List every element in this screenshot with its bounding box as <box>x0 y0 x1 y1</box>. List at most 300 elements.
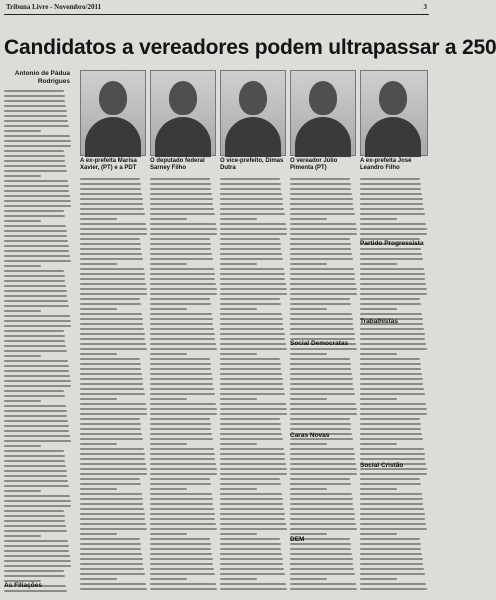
text-line <box>290 283 356 285</box>
text-line <box>4 395 65 397</box>
text-line <box>220 283 286 285</box>
text-line <box>220 418 280 420</box>
text-line <box>80 253 142 255</box>
text-line <box>80 528 147 530</box>
text-line <box>4 265 41 267</box>
photo-caption: O deputado federal Sarney Filho <box>150 158 205 171</box>
text-line <box>150 543 211 545</box>
text-line <box>150 398 187 400</box>
text-line <box>220 423 281 425</box>
text-line <box>150 568 214 570</box>
text-line <box>150 413 217 415</box>
text-line <box>4 260 71 262</box>
text-line <box>4 215 65 217</box>
text-line <box>360 183 421 185</box>
text-line <box>150 383 213 385</box>
text-line <box>220 333 285 335</box>
text-line <box>290 588 357 590</box>
text-line <box>150 373 212 375</box>
body-column <box>150 178 218 595</box>
text-line <box>4 485 69 487</box>
text-line <box>4 145 71 147</box>
text-line <box>80 493 142 495</box>
subhead-social-cristao: Social Cristão <box>360 462 404 469</box>
text-line <box>220 508 284 510</box>
text-line <box>290 528 357 530</box>
text-line <box>290 443 327 445</box>
text-line <box>4 295 67 297</box>
text-line <box>80 413 147 415</box>
text-line <box>80 258 143 260</box>
text-line <box>4 435 70 437</box>
text-line <box>360 528 427 530</box>
text-line <box>290 218 327 220</box>
text-line <box>290 553 352 555</box>
text-line <box>80 588 147 590</box>
text-line <box>150 323 213 325</box>
text-line <box>4 455 65 457</box>
text-line <box>4 255 70 257</box>
text-line <box>150 453 215 455</box>
text-line <box>4 105 66 107</box>
text-line <box>150 553 212 555</box>
text-line <box>4 480 68 482</box>
text-line <box>4 135 70 137</box>
byline-surname: Rodrigues <box>37 78 70 85</box>
text-line <box>150 588 217 590</box>
text-line <box>80 478 140 480</box>
text-line <box>80 178 140 180</box>
text-line <box>4 315 70 317</box>
text-line <box>4 150 64 152</box>
photo-caption: A ex-prefeita José Leandro Filho <box>360 158 412 171</box>
text-line <box>80 418 140 420</box>
text-line <box>150 183 211 185</box>
text-line <box>80 538 140 540</box>
text-line <box>290 398 327 400</box>
text-line <box>290 488 327 490</box>
header-rule <box>4 14 429 15</box>
text-line <box>290 363 351 365</box>
text-line <box>4 285 66 287</box>
text-line <box>4 540 68 542</box>
text-line <box>360 378 423 380</box>
text-line <box>4 205 71 207</box>
text-line <box>80 443 117 445</box>
article-headline: Candidatos a vereadores podem ultrapassar a 250 <box>4 36 496 59</box>
byline-name: Antonio de Pádua <box>14 70 70 77</box>
text-line <box>150 278 215 280</box>
text-line <box>150 528 217 530</box>
text-line <box>290 303 351 305</box>
text-line <box>4 555 70 557</box>
text-line <box>360 268 424 270</box>
text-line <box>220 488 257 490</box>
text-line <box>150 583 216 585</box>
text-line <box>220 278 285 280</box>
text-line <box>4 310 41 312</box>
text-line <box>4 220 41 222</box>
text-line <box>220 263 257 265</box>
text-line <box>220 178 280 180</box>
text-line <box>290 258 353 260</box>
text-line <box>360 338 425 340</box>
text-line <box>290 408 357 410</box>
text-line <box>80 398 117 400</box>
text-line <box>80 363 141 365</box>
text-line <box>150 558 213 560</box>
text-line <box>220 448 284 450</box>
text-line <box>360 398 397 400</box>
text-line <box>360 438 423 440</box>
text-line <box>80 183 141 185</box>
text-line <box>150 388 214 390</box>
text-line <box>360 553 422 555</box>
text-line <box>220 223 286 225</box>
text-line <box>360 373 422 375</box>
text-line <box>150 393 215 395</box>
text-line <box>80 468 147 470</box>
text-line <box>220 568 284 570</box>
text-line <box>360 193 422 195</box>
text-line <box>80 533 117 535</box>
text-line <box>290 308 327 310</box>
text-line <box>150 488 187 490</box>
text-line <box>290 333 355 335</box>
text-line <box>360 383 423 385</box>
subhead-social-democratas: Social Democratas <box>290 340 349 347</box>
text-line <box>290 543 351 545</box>
text-line <box>80 488 117 490</box>
text-line <box>4 500 71 502</box>
text-line <box>80 573 145 575</box>
text-line <box>150 243 211 245</box>
text-line <box>360 523 426 525</box>
text-line <box>290 573 355 575</box>
subhead-caras-novas: Caras Novas <box>290 432 330 439</box>
text-line <box>360 343 426 345</box>
text-line <box>360 448 424 450</box>
text-line <box>290 233 357 235</box>
text-line <box>150 308 187 310</box>
text-line <box>4 530 67 532</box>
text-line <box>4 225 66 227</box>
text-line <box>150 513 215 515</box>
text-line <box>4 325 71 327</box>
text-line <box>360 483 421 485</box>
text-line <box>4 360 68 362</box>
text-line <box>220 588 287 590</box>
text-line <box>360 518 425 520</box>
text-line <box>220 218 257 220</box>
text-line <box>290 373 352 375</box>
text-line <box>360 288 427 290</box>
text-line <box>4 515 65 517</box>
text-line <box>290 563 353 565</box>
text-line <box>290 353 327 355</box>
text-line <box>360 198 423 200</box>
text-line <box>150 433 212 435</box>
text-line <box>80 583 146 585</box>
text-line <box>150 423 211 425</box>
text-line <box>290 268 354 270</box>
text-line <box>150 358 210 360</box>
text-line <box>150 258 213 260</box>
text-line <box>220 378 283 380</box>
text-line <box>4 490 41 492</box>
text-line <box>80 483 141 485</box>
text-line <box>4 180 68 182</box>
text-line <box>4 520 65 522</box>
text-line <box>80 338 145 340</box>
text-line <box>220 328 284 330</box>
text-line <box>360 293 427 295</box>
text-line <box>80 368 141 370</box>
text-line <box>360 588 427 590</box>
text-line <box>4 90 64 92</box>
text-line <box>360 513 425 515</box>
text-line <box>360 228 427 230</box>
text-line <box>4 170 67 172</box>
page-number: 3 <box>423 3 427 11</box>
text-line <box>360 583 426 585</box>
text-line <box>4 475 67 477</box>
text-line <box>80 313 142 315</box>
text-line <box>150 473 217 475</box>
text-line <box>360 303 421 305</box>
text-line <box>220 288 287 290</box>
text-line <box>220 583 286 585</box>
text-line <box>80 433 142 435</box>
text-line <box>4 390 64 392</box>
text-line <box>4 165 66 167</box>
text-line <box>220 313 282 315</box>
text-line <box>80 498 143 500</box>
text-line <box>360 548 421 550</box>
photo-caption: O vereador Júlio Pimenta (PT) <box>290 158 338 171</box>
text-line <box>360 563 423 565</box>
subhead-trabalhistas: Trabalhistas <box>360 318 398 325</box>
text-line <box>80 238 140 240</box>
text-line <box>4 250 69 252</box>
text-line <box>360 478 420 480</box>
text-line <box>150 338 215 340</box>
text-line <box>4 270 64 272</box>
text-line <box>4 160 65 162</box>
text-line <box>290 483 351 485</box>
text-line <box>150 438 213 440</box>
text-line <box>4 420 68 422</box>
text-line <box>80 548 141 550</box>
text-line <box>360 458 425 460</box>
text-line <box>220 298 280 300</box>
text-line <box>4 275 65 277</box>
text-line <box>4 140 71 142</box>
subhead-partido-progressista: Partido Progressista <box>360 240 424 247</box>
text-line <box>360 388 424 390</box>
text-line <box>360 248 421 250</box>
text-line <box>80 378 143 380</box>
text-line <box>4 335 65 337</box>
text-line <box>80 243 141 245</box>
text-line <box>4 110 67 112</box>
text-line <box>220 473 287 475</box>
text-line <box>220 408 287 410</box>
text-line <box>360 423 421 425</box>
text-line <box>290 513 355 515</box>
text-line <box>4 405 66 407</box>
text-line <box>220 468 287 470</box>
text-line <box>80 323 143 325</box>
text-line <box>220 268 284 270</box>
text-line <box>360 218 397 220</box>
text-line <box>4 465 66 467</box>
text-line <box>360 538 420 540</box>
text-line <box>360 328 424 330</box>
text-line <box>80 208 144 210</box>
text-line <box>220 338 285 340</box>
text-line <box>80 448 144 450</box>
text-line <box>290 278 355 280</box>
text-line <box>290 213 355 215</box>
text-line <box>4 280 65 282</box>
subhead-dem: DEM <box>290 536 305 543</box>
text-line <box>220 553 282 555</box>
text-line <box>150 498 213 500</box>
text-line <box>360 393 425 395</box>
text-line <box>290 558 353 560</box>
text-line <box>150 503 213 505</box>
text-line <box>220 188 281 190</box>
text-line <box>220 318 283 320</box>
text-line <box>360 473 427 475</box>
text-line <box>360 413 427 415</box>
text-line <box>4 200 71 202</box>
text-line <box>220 533 257 535</box>
text-line <box>80 198 143 200</box>
candidate-photo <box>80 70 146 156</box>
text-line <box>80 558 143 560</box>
text-line <box>80 203 143 205</box>
text-line <box>80 308 117 310</box>
text-line <box>80 188 141 190</box>
text-line <box>360 358 420 360</box>
text-line <box>4 565 71 567</box>
text-line <box>4 445 41 447</box>
text-line <box>150 313 212 315</box>
text-line <box>360 178 420 180</box>
text-line <box>220 363 281 365</box>
text-line <box>150 228 217 230</box>
text-line <box>220 273 285 275</box>
text-line <box>360 568 424 570</box>
text-line <box>4 95 65 97</box>
text-line <box>4 545 69 547</box>
text-line <box>150 298 210 300</box>
text-line <box>80 513 145 515</box>
text-line <box>220 323 283 325</box>
text-line <box>4 430 69 432</box>
text-line <box>360 433 422 435</box>
text-line <box>4 440 71 442</box>
text-line <box>4 120 68 122</box>
text-line <box>150 223 216 225</box>
text-line <box>220 428 281 430</box>
text-line <box>220 453 285 455</box>
photo-caption: O vice-prefeito, Dimas Dutra <box>220 158 284 171</box>
body-column <box>290 178 358 595</box>
text-line <box>150 233 217 235</box>
text-line <box>150 343 216 345</box>
text-line <box>290 403 356 405</box>
text-line <box>150 328 214 330</box>
text-line <box>360 578 397 580</box>
text-line <box>4 300 68 302</box>
text-line <box>150 518 215 520</box>
text-line <box>4 190 69 192</box>
text-line <box>360 253 422 255</box>
text-line <box>4 450 64 452</box>
text-line <box>290 193 352 195</box>
text-line <box>290 473 357 475</box>
text-line <box>80 358 140 360</box>
text-line <box>150 203 213 205</box>
text-line <box>80 328 144 330</box>
text-line <box>290 453 355 455</box>
text-line <box>290 183 351 185</box>
text-line <box>290 203 353 205</box>
text-line <box>220 183 281 185</box>
text-line <box>80 193 142 195</box>
text-line <box>220 523 286 525</box>
text-line <box>80 463 146 465</box>
text-line <box>4 365 69 367</box>
text-line <box>80 568 144 570</box>
text-line <box>290 318 353 320</box>
text-line <box>220 528 287 530</box>
text-line <box>150 193 212 195</box>
text-line <box>360 278 425 280</box>
text-line <box>80 383 143 385</box>
text-line <box>360 308 397 310</box>
text-line <box>4 470 67 472</box>
text-line <box>80 503 143 505</box>
text-line <box>80 438 143 440</box>
text-line <box>80 248 141 250</box>
text-line <box>360 558 423 560</box>
text-line <box>4 355 41 357</box>
text-line <box>150 218 187 220</box>
publication-date: Tribuna Livre - Novembro/2011 <box>6 3 102 11</box>
text-line <box>150 213 215 215</box>
text-line <box>290 478 350 480</box>
text-line <box>80 393 145 395</box>
text-line <box>150 408 217 410</box>
text-line <box>80 553 142 555</box>
text-line <box>150 268 214 270</box>
text-line <box>150 368 211 370</box>
text-line <box>150 418 210 420</box>
text-line <box>360 223 426 225</box>
text-line <box>80 453 145 455</box>
text-line <box>290 548 351 550</box>
text-line <box>290 208 354 210</box>
text-line <box>220 358 280 360</box>
text-line <box>150 458 215 460</box>
body-column <box>80 178 148 595</box>
text-line <box>290 458 355 460</box>
text-line <box>4 305 69 307</box>
